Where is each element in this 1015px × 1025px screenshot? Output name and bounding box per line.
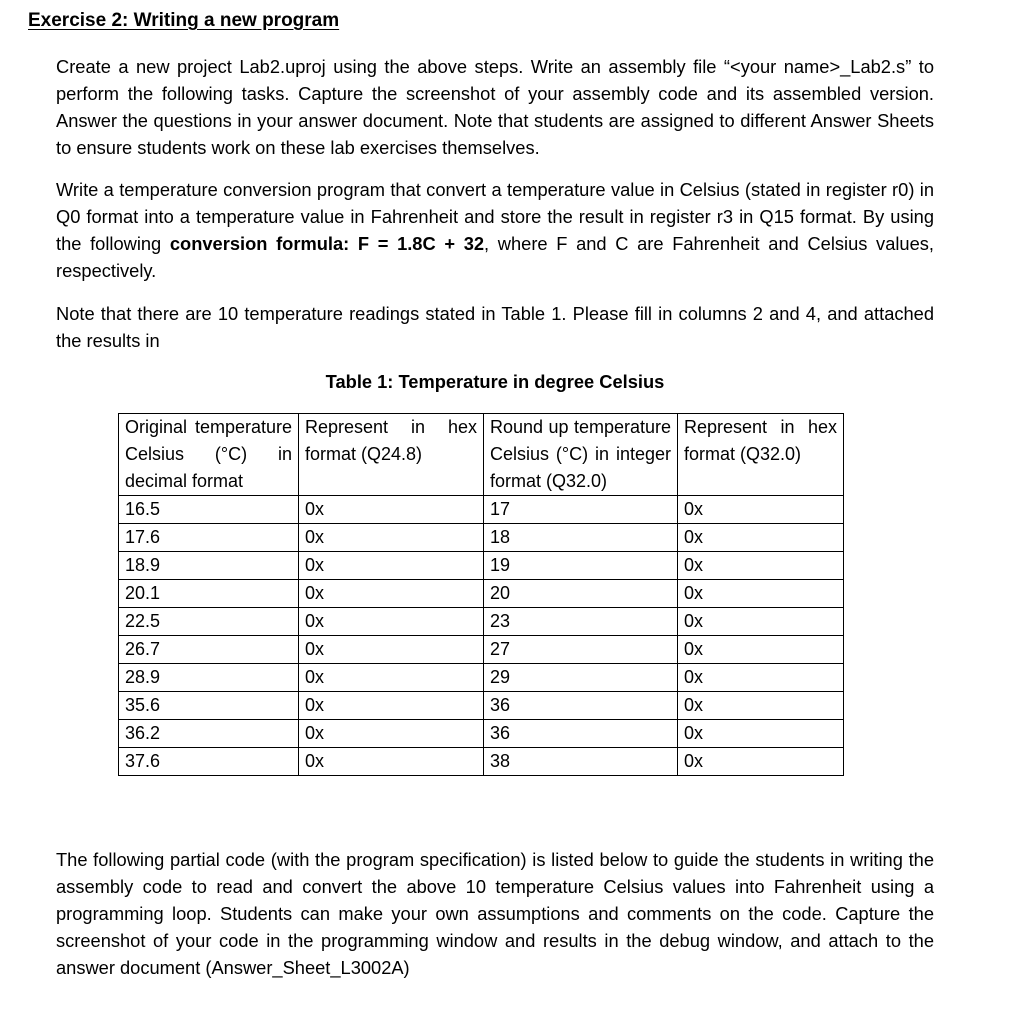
cell-celsius: 16.5	[119, 496, 299, 524]
cell-celsius: 28.9	[119, 664, 299, 692]
cell-hex-q24-8[interactable]: 0x	[299, 552, 484, 580]
table-row	[119, 664, 844, 692]
cell-celsius: 35.6	[119, 692, 299, 720]
cell-rounded: 27	[484, 636, 678, 664]
cell-hex-q24-8[interactable]: 0x	[299, 580, 484, 608]
cell-hex-q32-0[interactable]: 0x	[678, 636, 844, 664]
table-row	[119, 636, 844, 664]
cell-hex-q24-8[interactable]: 0x	[299, 692, 484, 720]
cell-rounded: 19	[484, 552, 678, 580]
cell-hex-q32-0[interactable]: 0x	[678, 720, 844, 748]
header-rounded-celsius: Round up temperature Celsius (°C) in integer format (Q32.0)	[484, 414, 678, 496]
table-row	[119, 552, 844, 580]
cell-rounded: 18	[484, 524, 678, 552]
cell-hex-q32-0[interactable]: 0x	[678, 608, 844, 636]
cell-rounded: 23	[484, 608, 678, 636]
table-row	[119, 580, 844, 608]
cell-celsius: 17.6	[119, 524, 299, 552]
cell-rounded: 38	[484, 748, 678, 776]
temperature-table	[118, 413, 844, 776]
conversion-formula: conversion formula: F = 1.8C + 32	[169, 233, 485, 254]
table-row	[119, 692, 844, 720]
table-caption: Table 1: Temperature in degree Celsius	[325, 371, 665, 392]
header-hex-q32-0: Represent in hex format (Q32.0)	[678, 414, 844, 496]
cell-celsius: 20.1	[119, 580, 299, 608]
task-text-before: Write a temperature conversion program that convert a temperature value in Celsius (stated in register r0) in Q0 format into a temperature value in Fahrenheit and store the result in register r3 in Q15 format. By using the following	[56, 179, 934, 254]
header-original-celsius: Original temperature Celsius (°C) in decimal format	[119, 414, 299, 496]
table-header-row	[119, 414, 844, 496]
table-row	[119, 748, 844, 776]
table-row	[119, 608, 844, 636]
cell-hex-q24-8[interactable]: 0x	[299, 524, 484, 552]
task-description-paragraph	[56, 176, 934, 284]
cell-hex-q24-8[interactable]: 0x	[299, 496, 484, 524]
cell-rounded: 17	[484, 496, 678, 524]
table-row	[119, 720, 844, 748]
table-note-paragraph: Note that there are 10 temperature readings stated in Table 1. Please fill in columns 2 and 4, and attached the results in	[56, 303, 934, 351]
cell-hex-q24-8[interactable]: 0x	[299, 748, 484, 776]
cell-rounded: 36	[484, 692, 678, 720]
cell-celsius: 22.5	[119, 608, 299, 636]
cell-celsius: 18.9	[119, 552, 299, 580]
cell-hex-q32-0[interactable]: 0x	[678, 664, 844, 692]
header-hex-q24-8: Represent in hex format (Q24.8)	[299, 414, 484, 496]
cell-rounded: 20	[484, 580, 678, 608]
cell-celsius: 26.7	[119, 636, 299, 664]
cell-rounded: 29	[484, 664, 678, 692]
cell-celsius: 36.2	[119, 720, 299, 748]
cell-hex-q24-8[interactable]: 0x	[299, 664, 484, 692]
instructions-paragraph: Create a new project Lab2.uproj using the above steps. Write an assembly file “<your name>_Lab2.s” to perform the following tasks. Capture the screenshot of your assembly code and its assembled version. Answer the questions in your answer document. Note that students are assigned to different Answer Sheets to ensure students work on these lab exercises themselves.	[56, 56, 934, 158]
exercise-title: Exercise 2: Writing a new program	[28, 10, 340, 31]
cell-hex-q24-8[interactable]: 0x	[299, 720, 484, 748]
cell-hex-q32-0[interactable]: 0x	[678, 580, 844, 608]
cell-hex-q32-0[interactable]: 0x	[678, 524, 844, 552]
cell-hex-q32-0[interactable]: 0x	[678, 748, 844, 776]
cell-celsius: 37.6	[119, 748, 299, 776]
table-row	[119, 496, 844, 524]
cell-hex-q32-0[interactable]: 0x	[678, 496, 844, 524]
cell-hex-q24-8[interactable]: 0x	[299, 636, 484, 664]
task-text-after: , where F and C are Fahrenheit and Celsius values, respectively.	[56, 233, 934, 281]
cell-hex-q32-0[interactable]: 0x	[678, 692, 844, 720]
cell-hex-q24-8[interactable]: 0x	[299, 608, 484, 636]
table-row	[119, 524, 844, 552]
cell-hex-q32-0[interactable]: 0x	[678, 552, 844, 580]
cell-rounded: 36	[484, 720, 678, 748]
partial-code-paragraph: The following partial code (with the program specification) is listed below to guide the students in writing the assembly code to read and convert the above 10 temperature Celsius values into Fahrenheit using a programming loop. Students can make your own assumptions and comments on the code. Capture the screenshot of your code in the programming window and results in the debug window, and attach to the answer document (Answer_Sheet_L3002A)	[56, 849, 934, 978]
